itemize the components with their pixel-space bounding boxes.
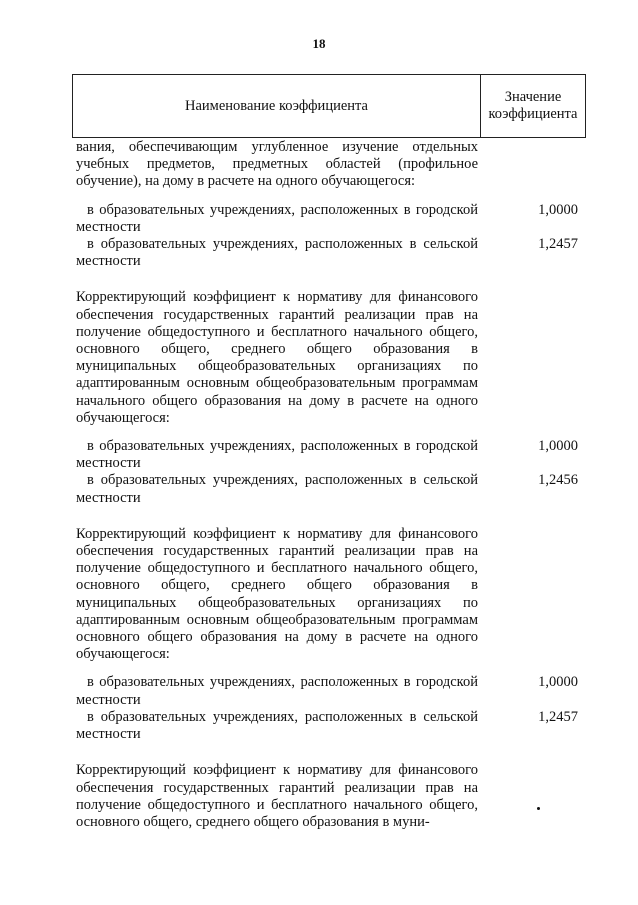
row-description: в образовательных учреждениях, расположенных в городской местности — [76, 438, 478, 472]
row-description: в образовательных учреждениях, расположенных в сельской местности — [76, 236, 478, 270]
row-value: 1,2457 — [538, 708, 578, 725]
table-row — [76, 674, 586, 708]
document-body — [76, 139, 586, 831]
row-description: в образовательных учреждениях, расположенных в городской местности — [76, 674, 478, 708]
section-3 — [76, 526, 586, 743]
header-value-column — [481, 75, 585, 137]
section-title: Корректирующий коэффициент к нормативу для финансового обеспечения государственных гарантий реализации прав на получение общедоступного и бесплатного начального общего, основного общего, среднего общего образования в муниципальных общеобразовательных организациях по адаптированным основным общеобразовательным программам основного общего образования на дому в расчете на одного обучающегося: — [76, 525, 478, 663]
section-title: Корректирующий коэффициент к нормативу для финансового обеспечения государственных гарантий реализации прав на получение общедоступного и бесплатного начального общего, основного общего, среднего общего образования в муниципальных общеобразовательных организациях по адаптированным основным общеобразовательным программам начального общего образования на дому в расчете на одного обучающегося: — [76, 289, 478, 426]
table-row — [76, 709, 586, 743]
row-description: в образовательных учреждениях, расположенных в сельской местности — [76, 472, 478, 506]
table-row — [76, 236, 586, 270]
intro-paragraph: вания, обеспечивающим углубленное изучение отдельных учебных предметов, предметных областей (профильное обучение), на дому в расчете на одного обучающегося: — [76, 139, 478, 190]
header-value-line2: коэффициента — [488, 106, 578, 122]
row-value: 1,2457 — [538, 236, 578, 253]
trailing-paragraph: Корректирующий коэффициент к нормативу для финансового обеспечения государственных гарантий реализации прав на получение общедоступного и бесплатного начального общего, основного общего, среднего общего образования в муни- — [76, 762, 478, 830]
row-value: 1,0000 — [538, 674, 578, 691]
page-number: 18 — [312, 36, 326, 51]
table-row — [76, 472, 586, 506]
table-row — [76, 438, 586, 472]
row-description: в образовательных учреждениях, расположенных в сельской местности — [76, 708, 478, 743]
row-value: 1,0000 — [538, 201, 578, 218]
scan-speck — [537, 807, 540, 810]
table-header — [72, 74, 586, 138]
row-description: в образовательных учреждениях, расположенных в городской местности — [76, 201, 478, 235]
row-value: 1,0000 — [538, 438, 578, 455]
table-row — [76, 202, 586, 236]
section-1 — [76, 202, 586, 271]
row-value: 1,2456 — [538, 472, 578, 489]
header-value-line1: Значение — [504, 89, 562, 105]
header-name-column: Наименование коэффициента — [185, 97, 368, 114]
section-2 — [76, 289, 586, 506]
